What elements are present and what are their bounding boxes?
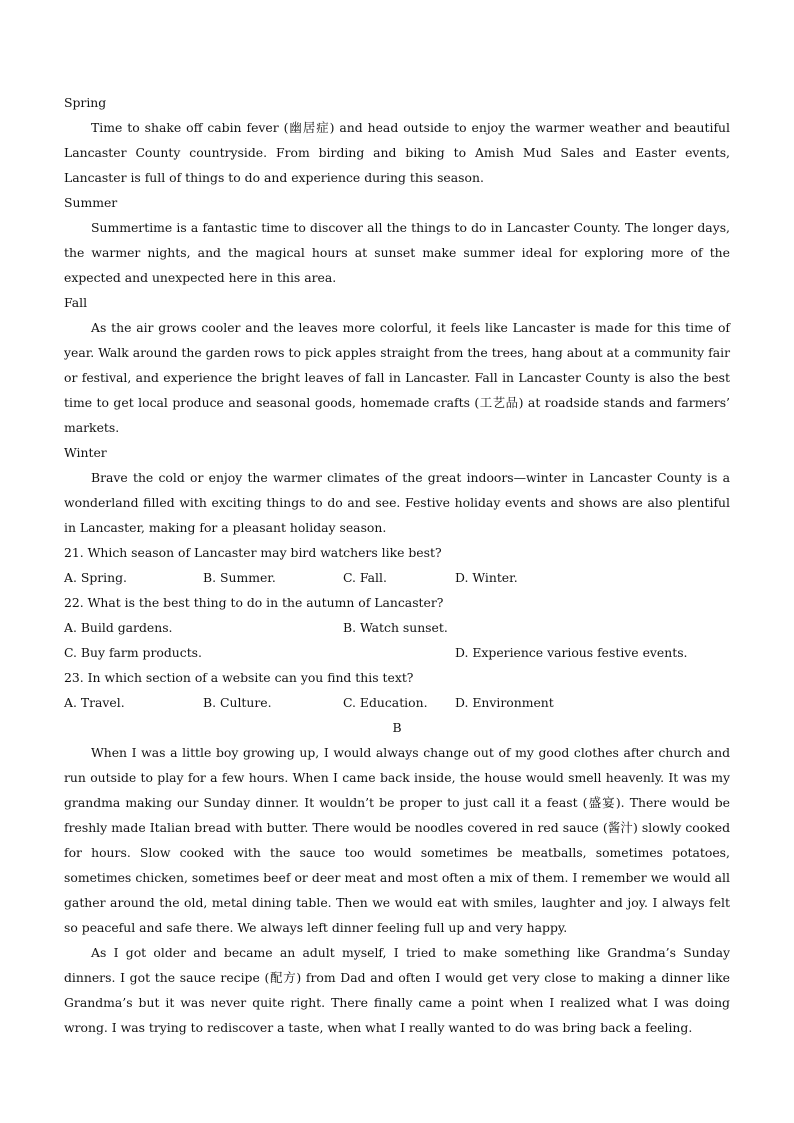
option-21-c: C. Fall. — [343, 570, 387, 585]
question-23-options — [64, 690, 730, 715]
spring-paragraph: Time to shake off cabin fever (幽居症) and head outside to enjoy the warmer weather and beautiful Lancaster County countryside. From birding and biking to Amish Mud Sales and Easter events, Lancaster is full of things to do and experience during this season. — [64, 120, 730, 185]
option-23-b: B. Culture. — [203, 695, 272, 710]
winter-paragraph: Brave the cold or enjoy the warmer climates of the great indoors—winter in Lancaster County is a wonderland filled with exciting things to do and see. Festive holiday events and shows are also plentiful in Lancaster, making for a pleasant holiday season. — [64, 470, 730, 535]
summer-heading: Summer — [64, 195, 118, 210]
fall-heading: Fall — [64, 295, 88, 310]
option-23-c: C. Education. — [343, 695, 428, 710]
spring-heading: Spring — [64, 95, 107, 110]
passage-b-label: B — [392, 720, 402, 735]
document-page — [64, 90, 730, 1040]
question-22-stem: 22. What is the best thing to do in the autumn of Lancaster? — [64, 595, 444, 610]
option-21-d: D. Winter. — [455, 570, 518, 585]
option-21-a: A. Spring. — [64, 570, 127, 585]
option-22-c: C. Buy farm products. — [64, 645, 202, 660]
question-22-options-row1 — [64, 615, 730, 640]
passage-b-paragraph-2: As I got older and became an adult myself, I tried to make something like Grandma’s Sunday dinners. I got the sauce recipe (配方) from Dad and often I would get very close to making a dinner like Grandma’s but it was never quite right. There finally came a point when I realized what I was doing wrong. I was trying to rediscover a taste, when what I really wanted to do was bring back a feeling. — [64, 945, 730, 1035]
option-23-d: D. Environment — [455, 695, 554, 710]
question-21-options — [64, 565, 730, 590]
question-22-options-row2 — [64, 640, 730, 665]
question-23-stem: 23. In which section of a website can you find this text? — [64, 670, 414, 685]
option-22-a: A. Build gardens. — [64, 620, 173, 635]
passage-b-paragraph-1: When I was a little boy growing up, I would always change out of my good clothes after church and run outside to play for a few hours. When I came back inside, the house would smell heavenly. It was my grandma making our Sunday dinner. It wouldn’t be proper to just call it a feast (盛宴). There would be freshly made Italian bread with butter. There would be noodles covered in red sauce (酱汁) slowly cooked for hours. Slow cooked with the sauce too would sometimes be meatballs, sometimes potatoes, sometimes chicken, sometimes beef or deer meat and most often a mix of them. I remember we would all gather around the old, metal dining table. Then we would eat with smiles, laughter and joy. I always felt so peaceful and safe there. We always left dinner feeling full up and very happy. — [64, 745, 730, 935]
option-22-b: B. Watch sunset. — [343, 620, 448, 635]
option-21-b: B. Summer. — [203, 570, 276, 585]
option-22-d: D. Experience various festive events. — [455, 645, 688, 660]
option-23-a: A. Travel. — [64, 695, 125, 710]
winter-heading: Winter — [64, 445, 107, 460]
question-21-stem: 21. Which season of Lancaster may bird watchers like best? — [64, 545, 442, 560]
fall-paragraph: As the air grows cooler and the leaves more colorful, it feels like Lancaster is made for this time of year. Walk around the garden rows to pick apples straight from the trees, hang about at a community fair or festival, and experience the bright leaves of fall in Lancaster. Fall in Lancaster County is also the best time to get local produce and seasonal goods, homemade crafts (工艺品) at roadside stands and farmers’ markets. — [64, 320, 730, 435]
summer-paragraph: Summertime is a fantastic time to discover all the things to do in Lancaster County. The longer days, the warmer nights, and the magical hours at sunset make summer ideal for exploring more of the expected and unexpected here in this area. — [64, 220, 730, 285]
